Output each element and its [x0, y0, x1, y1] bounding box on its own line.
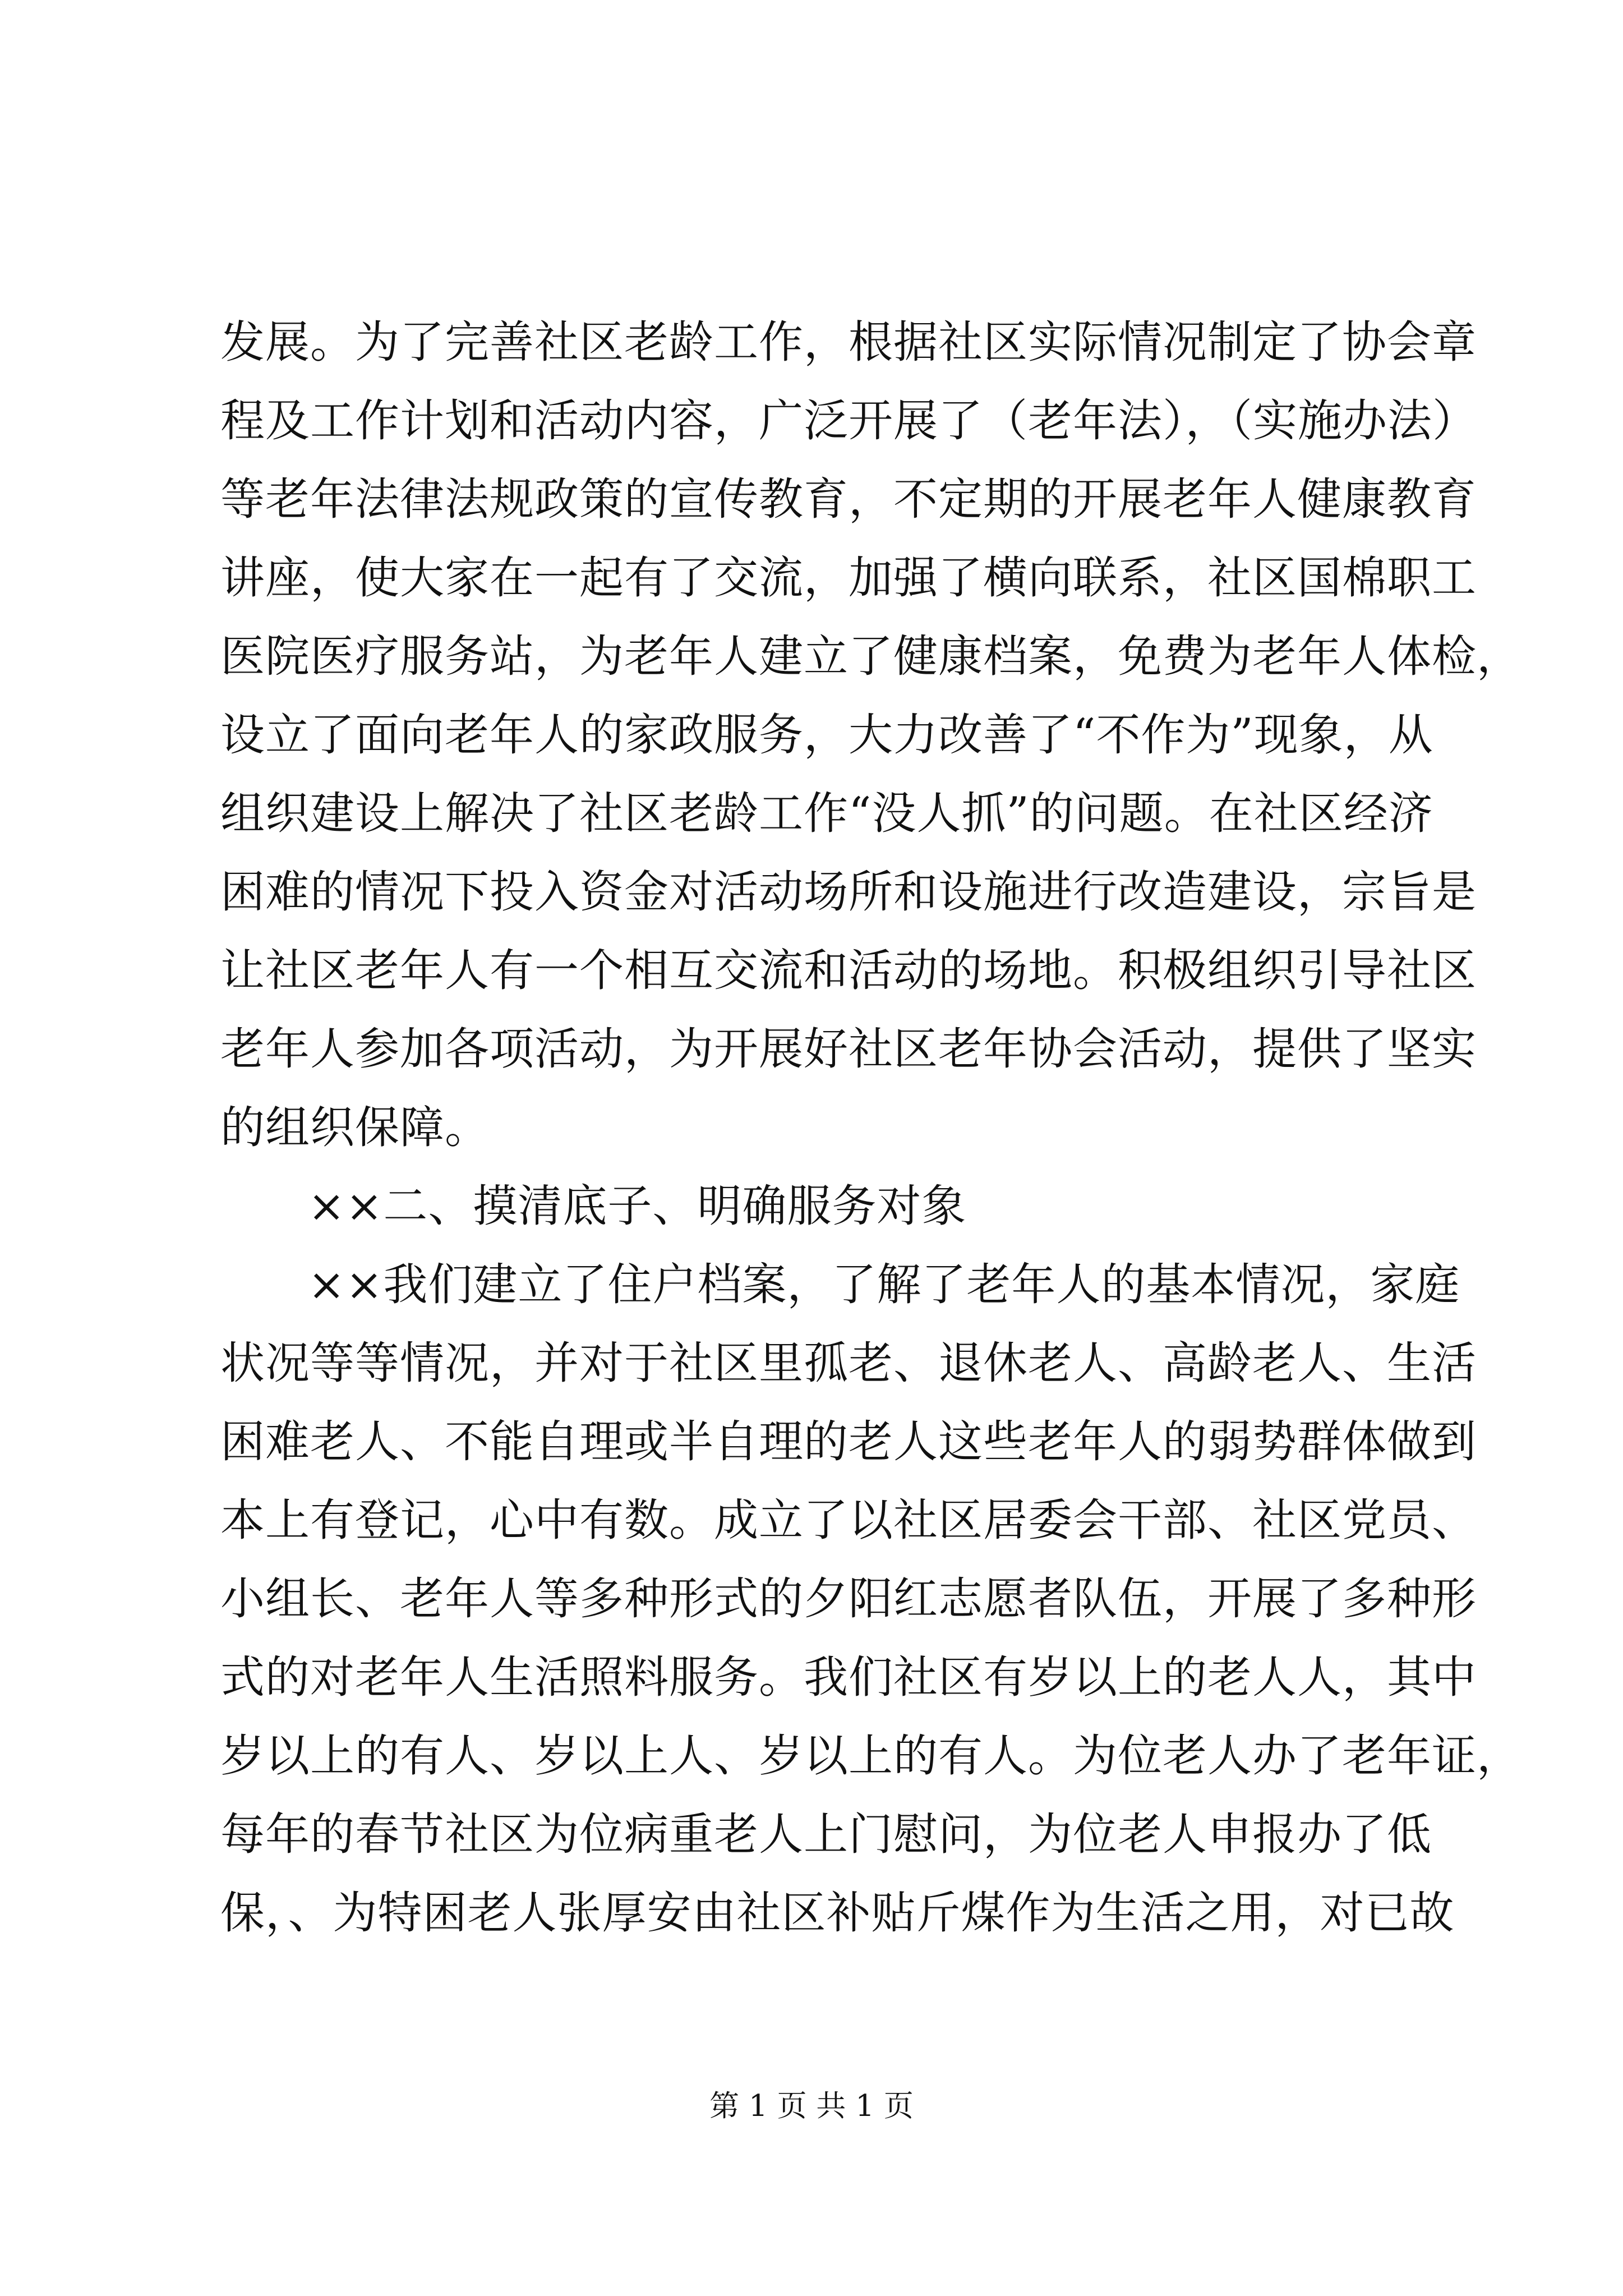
text-line: 小组长、老年人等多种形式的夕阳红志愿者队伍，开展了多种形 [220, 1573, 1477, 1625]
text-line: 每年的春节社区为位病重老人上门慰问，为位老人申报办了低 [220, 1809, 1432, 1860]
text-line: 困难老人、不能自理或半自理的老人这些老年人的弱势群体做到 [220, 1416, 1477, 1467]
text-line: 等老年法律法规政策的宣传教育，不定期的开展老年人健康教育 [220, 473, 1477, 525]
text-line: 设立了面向老年人的家政服务，大力改善了“不作为”现象，从 [220, 709, 1433, 761]
text-line: 本上有登记，心中有数。成立了以社区居委会干部、社区党员、 [220, 1494, 1477, 1546]
text-line: 状况等等情况，并对于社区里孤老、退休老人、高龄老人、生活 [220, 1337, 1477, 1389]
text-line: 老年人参加各项活动，为开展好社区老年协会活动，提供了坚实 [220, 1023, 1477, 1075]
page-number-footer: 第 1 页 共 1 页 [709, 2089, 914, 2123]
text-line: 发展。为了完善社区老龄工作，根据社区实际情况制定了协会章 [220, 316, 1477, 368]
text-line: 岁以上的有人、岁以上人、岁以上的有人。为位老人办了老年证， [220, 1730, 1521, 1782]
text-line: ××我们建立了住户档案，了解了老年人的基本情况，家庭 [308, 1259, 1460, 1310]
text-line: 医院医疗服务站，为老年人建立了健康档案，免费为老年人体检， [220, 631, 1521, 682]
text-line: 程及工作计划和活动内容，广泛开展了（老年法），（实施办法） [220, 395, 1477, 447]
section-heading: ××二、摸清底子、明确服务对象 [308, 1180, 967, 1232]
text-line: 组织建设上解决了社区老龄工作“没人抓”的问题。在社区经济 [220, 788, 1433, 839]
text-line: 让社区老年人有一个相互交流和活动的场地。积极组织引导社区 [220, 945, 1477, 996]
text-line: 讲座，使大家在一起有了交流，加强了横向联系，社区国棉职工 [220, 552, 1477, 604]
text-line: 困难的情况下投入资金对活动场所和设施进行改造建设，宗旨是 [220, 866, 1477, 918]
text-line: 的组织保障。 [220, 1102, 490, 1153]
text-line: 保，、为特困老人张厚安由社区补贴斤煤作为生活之用，对已故 [220, 1887, 1455, 1939]
text-line: 式的对老年人生活照料服务。我们社区有岁以上的老人人，其中 [220, 1651, 1477, 1703]
